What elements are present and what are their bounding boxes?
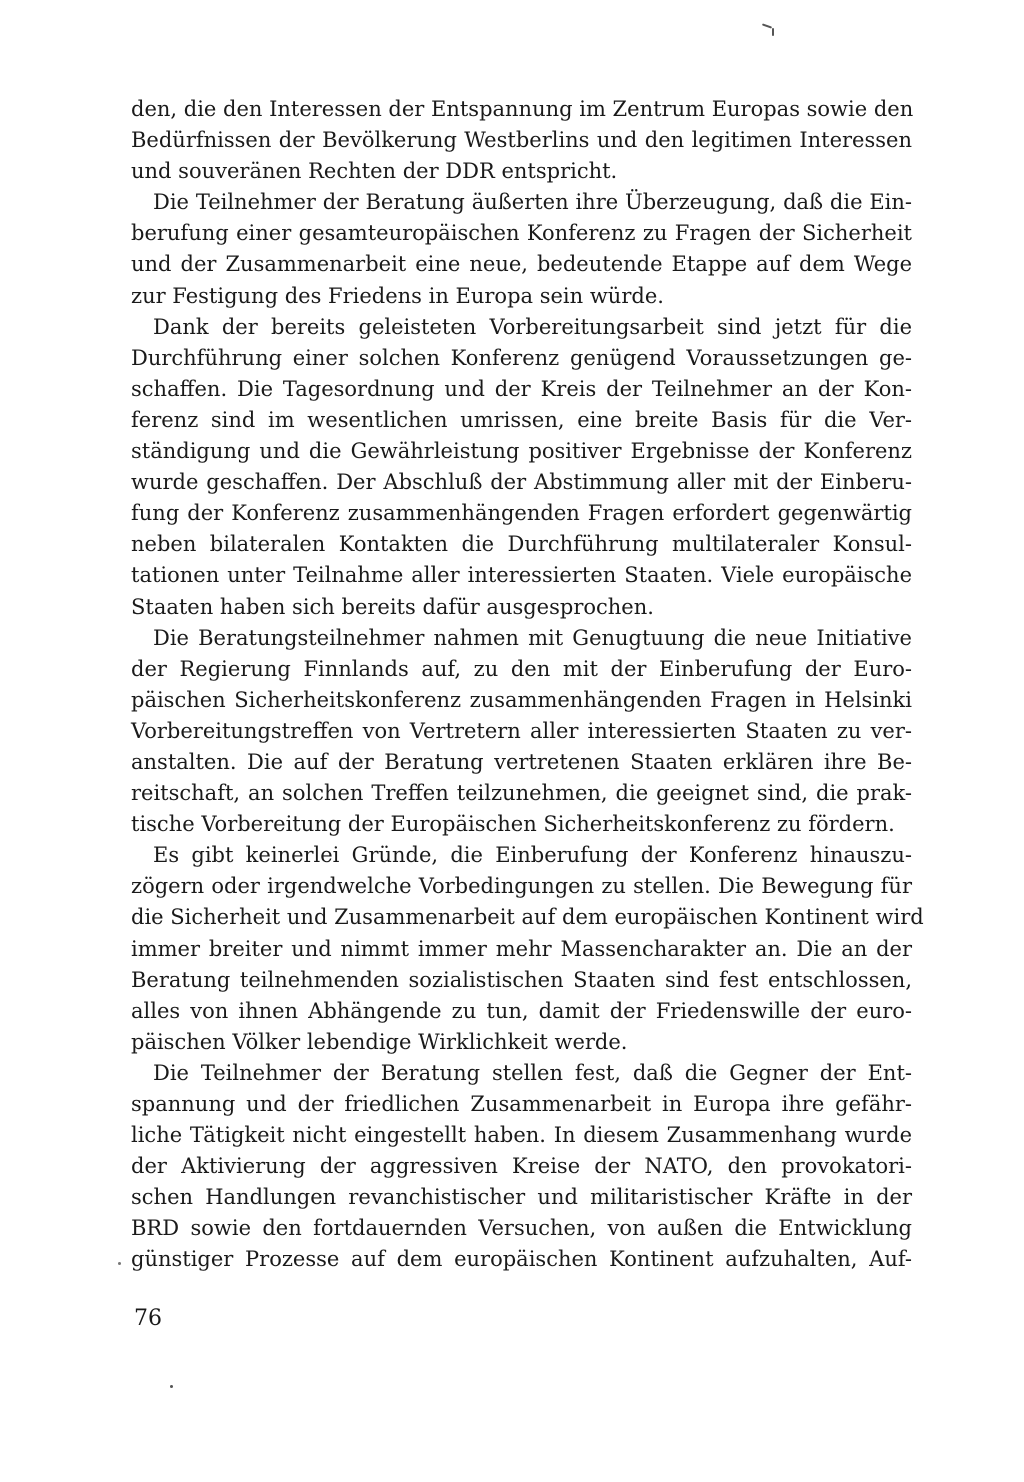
text-line: Staaten haben sich bereits dafür ausgesprochen. [131, 594, 654, 619]
text-line: Die Teilnehmer der Beratung äußerten ihre Überzeugung, daß die Ein- [153, 190, 912, 215]
text-line: schaffen. Die Tagesordnung und der Kreis der Teilnehmer an der Kon- [131, 376, 912, 401]
text-line: der Regierung Finnlands auf, zu den mit der Einberufung der Euro- [131, 656, 912, 681]
text-line: Bedürfnissen der Bevölkerung Westberlins und den legitimen Interessen [131, 128, 912, 153]
text-line: immer breiter und nimmt immer mehr Massencharakter an. Die an der [131, 936, 912, 961]
text-line: die Sicherheit und Zusammenarbeit auf dem europäischen Kontinent wird [131, 905, 924, 930]
scan-mark [772, 28, 774, 36]
text-line: der Aktivierung der aggressiven Kreise der NATO, den provokatori- [131, 1154, 912, 1179]
text-line: berufung einer gesamteuropäischen Konferenz zu Fragen der Sicherheit [131, 221, 912, 246]
text-line: schen Handlungen revanchistischer und militaristischer Kräfte in der [131, 1185, 912, 1210]
text-line: tische Vorbereitung der Europäischen Sicherheitskonferenz zu fördern. [131, 812, 895, 837]
text-line: Dank der bereits geleisteten Vorbereitungsarbeit sind jetzt für die [153, 314, 912, 339]
text-line: spannung und der friedlichen Zusammenarbeit in Europa ihre gefähr- [131, 1092, 912, 1116]
text-line: Vorbereitungstreffen von Vertretern aller interessierten Staaten zu ver- [131, 718, 912, 743]
text-line: alles von ihnen Abhängende zu tun, damit der Friedenswille der euro- [131, 998, 912, 1023]
text-line: Die Beratungsteilnehmer nahmen mit Genugtuung die neue Initiative [153, 625, 912, 650]
text-line: und der Zusammenarbeit eine neue, bedeutende Etappe auf dem Wege [131, 252, 912, 277]
text-line: tationen unter Teilnahme aller interessierten Staaten. Viele europäische [131, 563, 912, 588]
page-number: 76 [134, 1306, 162, 1331]
text-line: neben bilateralen Kontakten die Durchführung multilateraler Konsul- [131, 532, 912, 557]
text-line: päischen Sicherheitskonferenz zusammenhängenden Fragen in Helsinki [131, 687, 912, 712]
text-line: BRD sowie den fortdauernden Versuchen, von außen die Entwicklung [131, 1216, 912, 1241]
text-line: anstalten. Die auf der Beratung vertretenen Staaten erklären ihre Be- [131, 749, 912, 774]
text-line: Es gibt keinerlei Gründe, die Einberufung der Konferenz hinauszu- [153, 843, 912, 868]
text-line: Die Teilnehmer der Beratung stellen fest, daß die Gegner der Ent- [153, 1060, 912, 1085]
scan-mark [118, 1262, 121, 1265]
text-line: päischen Völker lebendige Wirklichkeit werde. [131, 1029, 628, 1054]
text-line: liche Tätigkeit nicht eingestellt haben. In diesem Zusammenhang wurde [131, 1123, 912, 1148]
text-line: Durchführung einer solchen Konferenz genügend Voraussetzungen ge- [131, 345, 912, 370]
text-line: zögern oder irgendwelche Vorbedingungen zu stellen. Die Bewegung für [131, 874, 912, 899]
text-line: Beratung teilnehmenden sozialistischen Staaten sind fest entschlossen, [131, 967, 912, 992]
text-line: fung der Konferenz zusammenhängenden Fragen erfordert gegenwärtig [131, 501, 912, 526]
scan-mark [762, 23, 772, 28]
text-line: ferenz sind im wesentlichen umrissen, eine breite Basis für die Ver- [131, 407, 912, 432]
body-text [131, 94, 924, 1276]
text-line: zur Festigung des Friedens in Europa sein würde. [131, 283, 664, 308]
text-line: wurde geschaffen. Der Abschluß der Abstimmung aller mit der Einberu- [131, 470, 912, 495]
scan-mark [170, 1385, 173, 1388]
text-line: ständigung und die Gewährleistung positiver Ergebnisse der Konferenz [131, 439, 912, 464]
text-line: günstiger Prozesse auf dem europäischen Kontinent aufzuhalten, Auf- [131, 1247, 912, 1272]
text-line: den, die den Interessen der Entspannung im Zentrum Europas sowie den [131, 97, 914, 121]
text-line: reitschaft, an solchen Treffen teilzunehmen, die geeignet sind, die prak- [131, 781, 912, 806]
text-line: und souveränen Rechten der DDR entspricht. [131, 159, 618, 184]
